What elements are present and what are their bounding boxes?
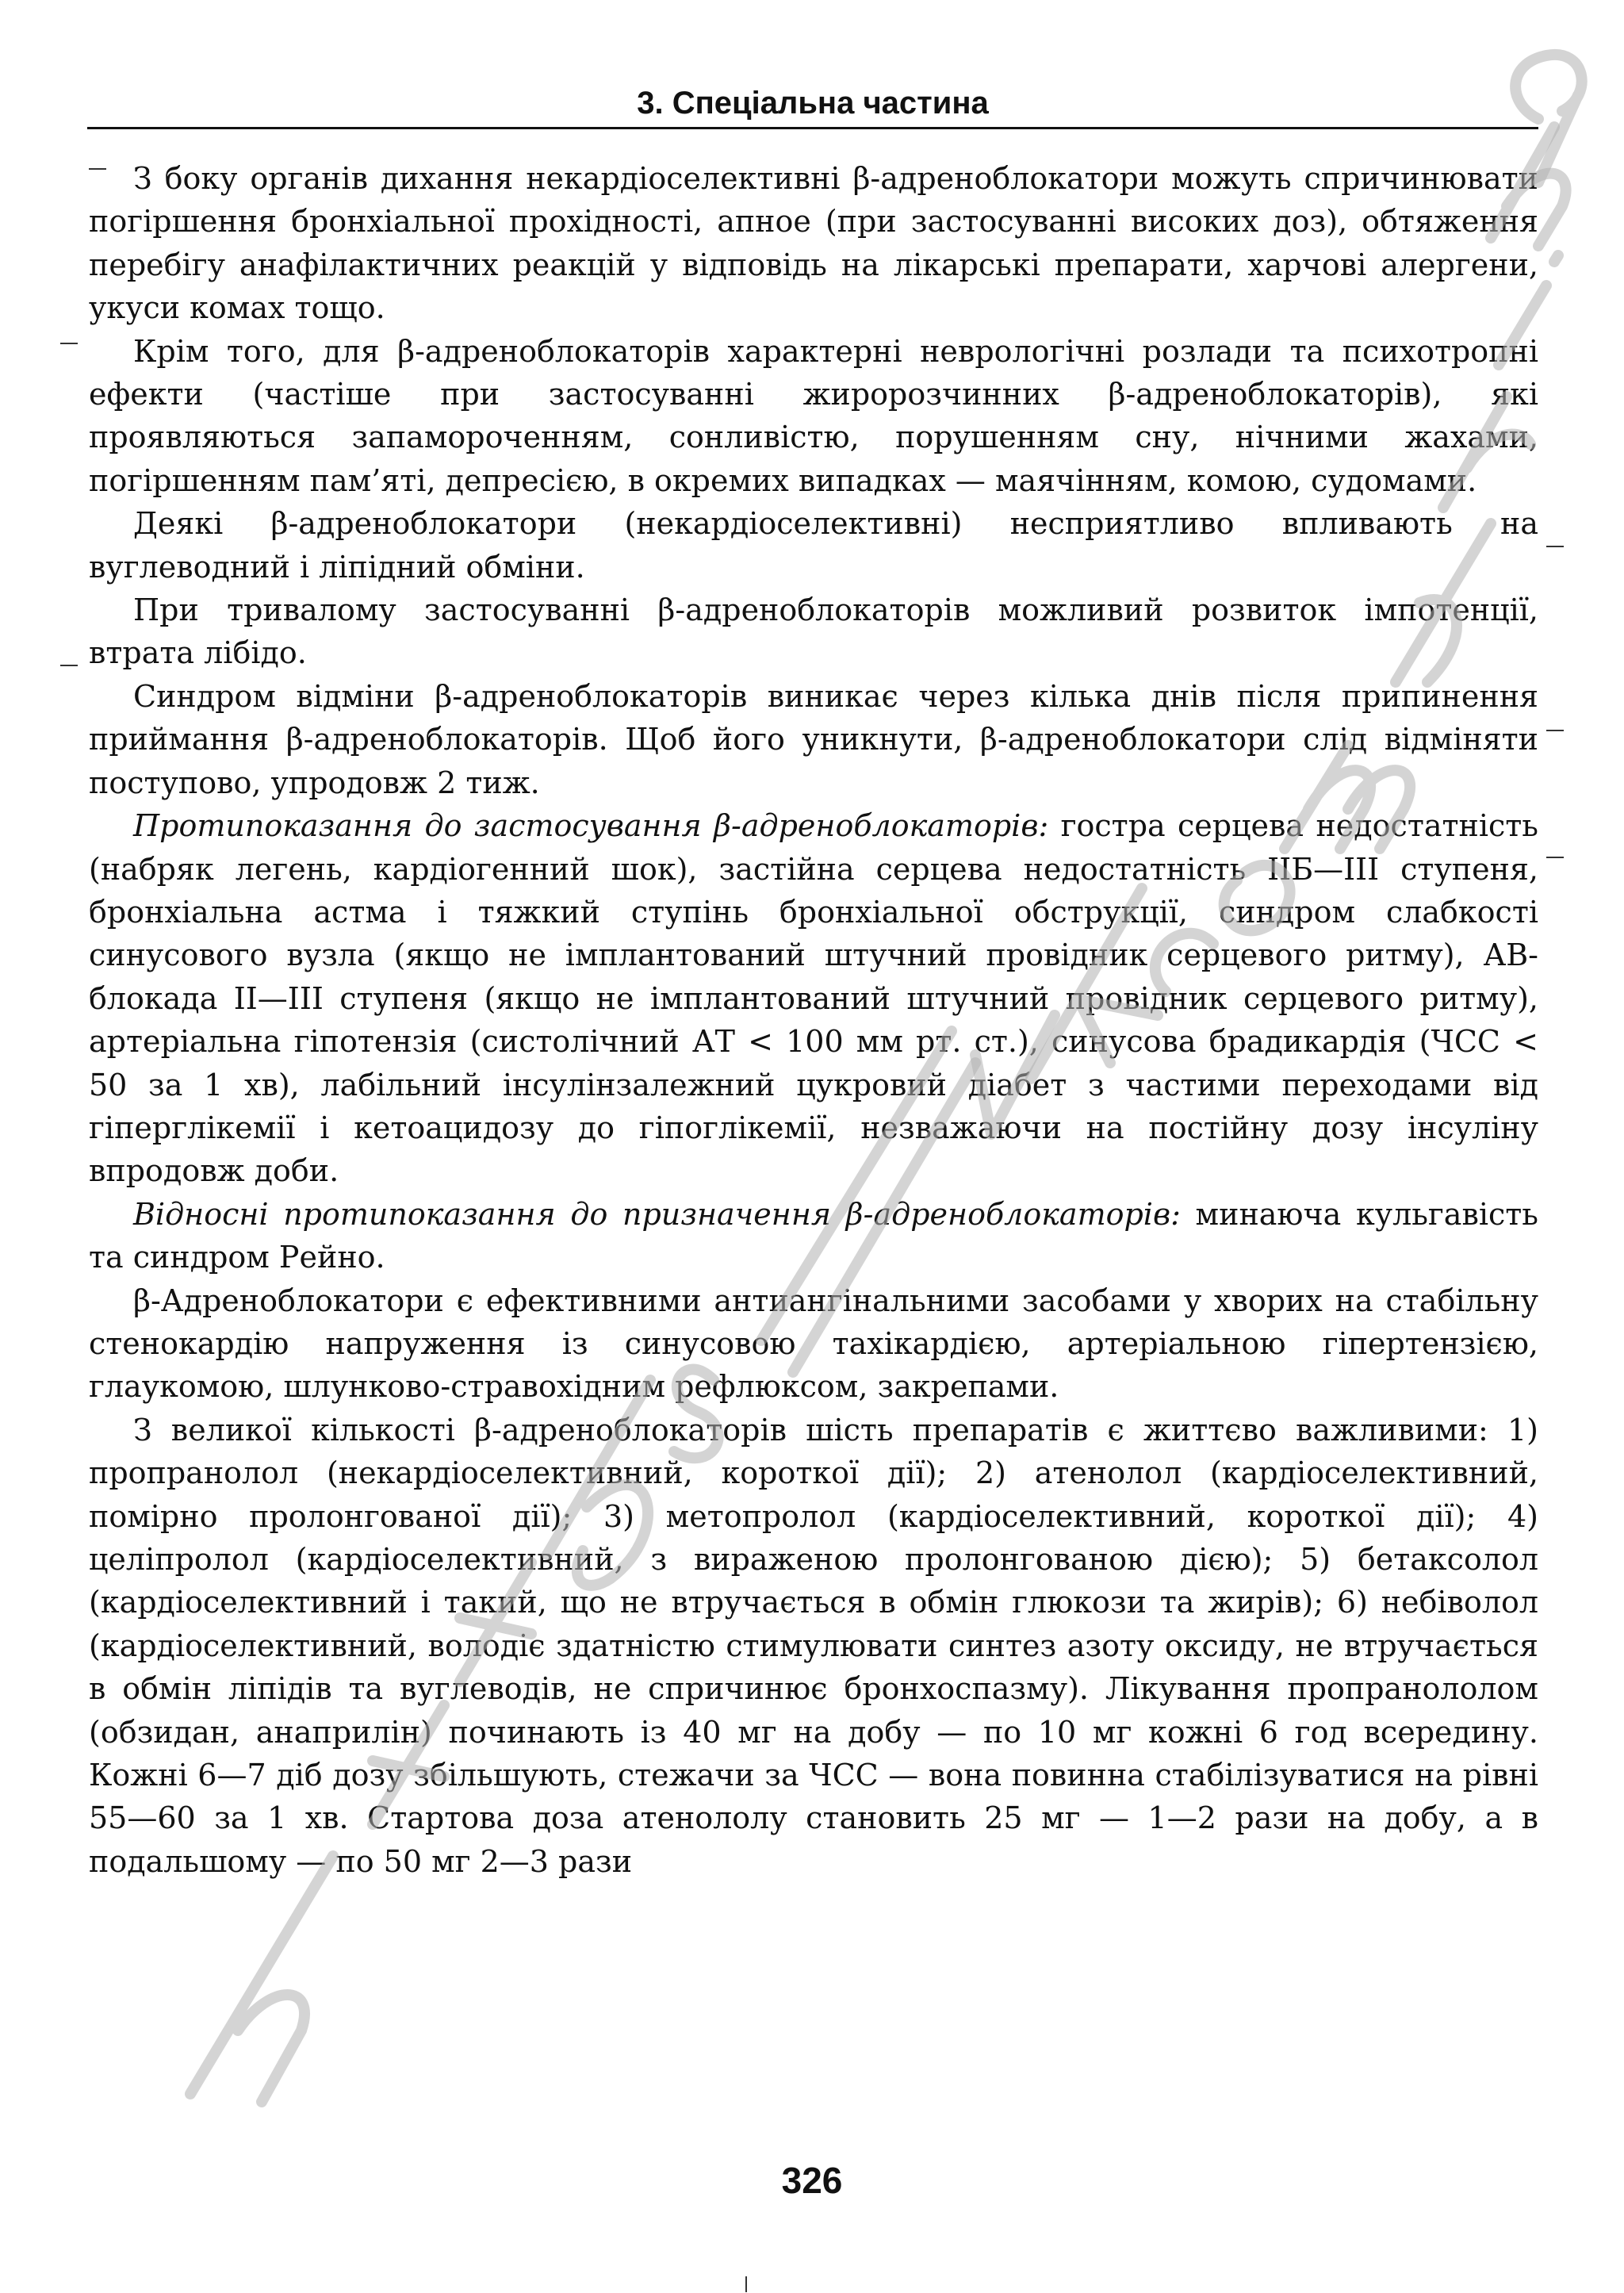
paragraph-neurologic: Крім того, для β-адреноблокаторів характерні неврологічні розлади та психотропні ефекти (частіше при застосуванні жиророзчинних β-адреноблокаторів), які проявляються запамороченням, сонливістю, порушенням сну, нічними жахами, погіршенням пам’яті, депресією, в окремих випадках — маячінням, комою, судомами. — [89, 333, 1538, 498]
margin-mark — [1546, 730, 1564, 731]
contraindications-text: гостра серцева недостатність (набряк легень, кардіогенний шок), застійна серцева недостатність ІІБ—ІІІ ступеня, бронхіальна астма і тяжкий ступінь бронхіальної обструкції, синдром слабкості синусового вузла (якщо не імплантований штучний провідник серцевого ритму), АВ-блокада ІІ—ІІІ ступеня (якщо не імплантований штучний провідник серцевого ритму), артеріальна гіпотензія (систолічний АТ < 100 мм рт. ст.), синусова брадикардія (ЧСС < 50 за 1 хв), лабільний інсулінзалежний цукровий діабет з частими переходами від гіперглікемії і кетоацидозу до гіпоглікемії, незважаючи на постійну дозу інсуліну впродовж доби. — [89, 808, 1538, 1189]
margin-mark — [89, 168, 106, 170]
body-text — [89, 157, 1538, 1883]
margin-mark — [1546, 857, 1564, 858]
paragraph-contraindications — [89, 804, 1538, 1193]
page-number: 326 — [781, 2160, 843, 2201]
margin-mark — [60, 665, 78, 666]
relative-contraindications-lead: Відносні протипоказання до призначення β-адреноблокаторів: — [133, 1196, 1181, 1232]
paragraph-drugs: З великої кількості β-адреноблокаторів шість препаратів є життєво важливими: 1) пропранолол (некардіоселективний, короткої дії); 2) атенолол (кардіоселективний, помірно пролонгованої дії); 3) метопролол (кардіоселективний, короткої дії); 4) целіпролол (кардіоселективний, з вираженою пролонгованою дією); 5) бетаксолол (кардіоселективний і такий, що не втручається в обмін глюкози та жирів); 6) небіволол (кардіоселективний, володіє здатністю стимулювати синтез азоту оксиду, не втручається в обмін ліпідів та вуглеводів, не спричинює бронхоспазму). Лікування пропранололом (обзидан, анаприлін) починають із 40 мг на добу — по 10 мг кожні 6 год всередину. Кожні 6—7 діб дозу збільшують, стежачи за ЧСС — вона повинна стабілізуватися на рівні 55—60 за 1 хв. Стартова доза атенололу становить 25 мг — 1—2 рази на добу, а в подальшому — по 50 мг 2—3 рази — [89, 1412, 1538, 1879]
paragraph-relative-contraindications — [89, 1193, 1538, 1279]
margin-mark — [1546, 546, 1564, 547]
margin-mark — [745, 2276, 747, 2292]
running-head: 3. Спеціальна частина — [87, 79, 1538, 129]
paragraph-metabolic: Деякі β-адреноблокатори (некардіоселективні) несприятливо впливають на вуглеводний і ліпідний обміни. — [89, 506, 1538, 585]
paragraph-indications: β-Адреноблокатори є ефективними антиангінальними засобами у хворих на стабільну стенокардію напруження із синусовою тахікардією, артеріальною гіпертензією, глаукомою, шлунково-стравохідним рефлюксом, закрепами. — [89, 1283, 1538, 1405]
paragraph-withdrawal: Синдром відміни β-адреноблокаторів виникає через кілька днів після припинення приймання β-адреноблокаторів. Щоб його уникнути, β-адреноблокатори слід відміняти поступово, упродовж 2 тиж. — [89, 678, 1538, 800]
relative-contraindications-text: минаюча кульгавість та синдром Рейно. — [89, 1196, 1538, 1275]
contraindications-lead: Протипоказання до застосування β-адреноблокаторів: — [133, 808, 1049, 844]
paragraph-respiratory: З боку органів дихання некардіоселективні β-адреноблокатори можуть спричинювати погіршення бронхіальної прохідності, апное (при застосуванні високих доз), обтяження перебігу анафілактичних реакцій у відповідь на лікарські препарати, харчові алергени, укуси комах тощо. — [89, 161, 1538, 326]
margin-mark — [60, 343, 78, 344]
paragraph-impotence: При тривалому застосуванні β-адреноблокаторів можливий розвиток імпотенції, втрата лібідо. — [89, 592, 1538, 671]
